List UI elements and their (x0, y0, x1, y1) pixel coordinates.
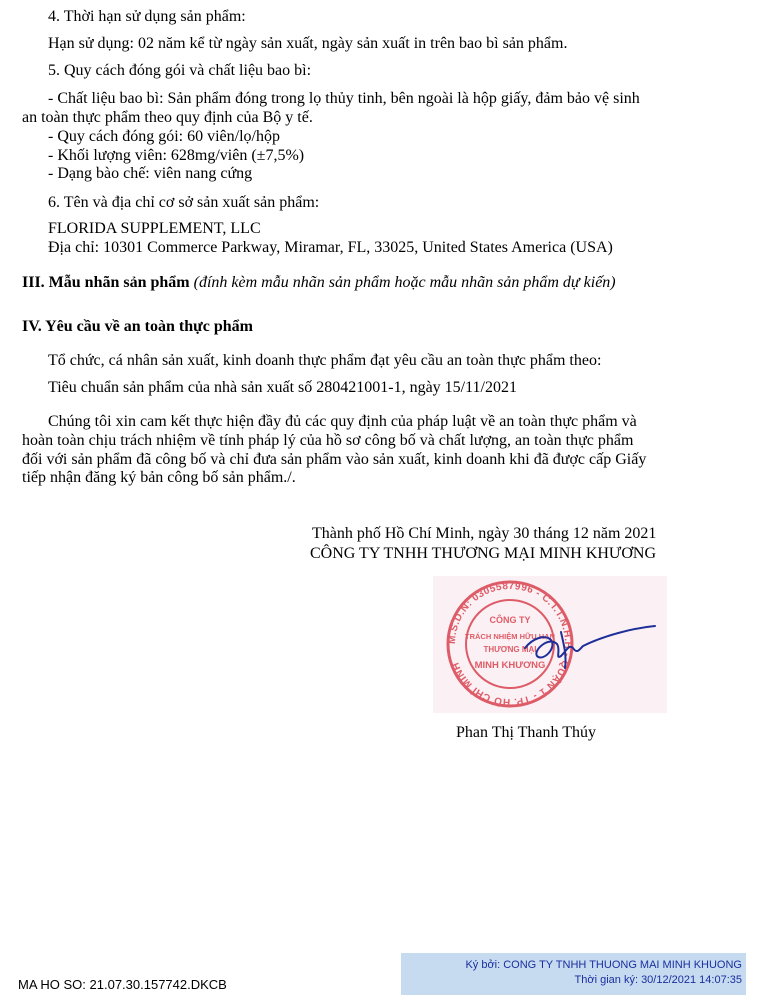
section-6-heading: 6. Tên và địa chỉ cơ sở sản xuất sản phẩm: (48, 194, 320, 211)
stamp-outer-text: M.S.D.N: 0305587996 - C.T.T.N.H.H - QUẬN 1 - TP. HỒ CHÍ MINH (446, 580, 574, 708)
section-iv-line-2: Tiêu chuẩn sản phẩm của nhà sản xuất số 280421001-1, ngày 15/11/2021 (48, 379, 517, 396)
section-3-heading: III. Mẫu nhãn sản phẩm (22, 274, 190, 291)
signer-name: Phan Thị Thanh Thúy (456, 724, 596, 741)
commitment-line-3: đối với sản phẩm đã công bố và chỉ đưa sản phẩm vào sản xuất, kinh doanh khi đã được cấp Giấy (22, 451, 647, 468)
stamp-inner-line-1: CÔNG TY (489, 615, 531, 625)
section-5-line-1: - Chất liệu bao bì: Sản phẩm đóng trong lọ thủy tinh, bên ngoài là hộp giấy, đảm bảo vệ sinh (48, 90, 640, 107)
section-5-heading: 5. Quy cách đóng gói và chất liệu bao bì: (48, 62, 312, 79)
manufacturer-name: FLORIDA SUPPLEMENT, LLC (48, 220, 261, 237)
commitment-line-4: tiếp nhận đăng ký bản công bố sản phẩm./. (22, 469, 296, 486)
stamp-inner-line-2: TRÁCH NHIỆM HỮU HẠN (465, 632, 555, 641)
digital-signature-box (401, 953, 746, 995)
section-4-heading: 4. Thời hạn sử dụng sản phẩm: (48, 8, 246, 25)
stamp-signature-image (433, 576, 667, 713)
stamp-inner-line-4: MINH KHƯƠNG (474, 660, 546, 671)
section-iv-heading: IV. Yêu cầu về an toàn thực phẩm (22, 318, 253, 335)
section-4-text: Hạn sử dụng: 02 năm kể từ ngày sản xuất, ngày sản xuất in trên bao bì sản phẩm. (48, 35, 568, 52)
signed-time: Thời gian ký: 30/12/2021 14:07:35 (574, 974, 742, 986)
record-code: MA HO SO: 21.07.30.157742.DKCB (18, 977, 227, 992)
section-iv-line-1: Tổ chức, cá nhân sản xuất, kinh doanh thực phẩm đạt yêu cầu an toàn thực phẩm theo: (48, 352, 602, 369)
section-5-line-5: - Dạng bào chế: viên nang cứng (48, 165, 253, 182)
manufacturer-address: Địa chỉ: 10301 Commerce Parkway, Miramar, FL, 33025, United States America (USA) (48, 239, 613, 256)
section-5-line-2: an toàn thực phẩm theo quy định của Bộ y tế. (22, 109, 313, 126)
section-3-note: (đính kèm mẫu nhãn sản phẩm hoặc mẫu nhãn sản phẩm dự kiến) (193, 274, 616, 291)
commitment-line-1: Chúng tôi xin cam kết thực hiện đầy đủ các quy định của pháp luật về an toàn thực phẩm và (48, 413, 637, 430)
commitment-line-2: hoàn toàn chịu trách nhiệm về tính pháp lý của hồ sơ công bố và chất lượng, an toàn thực phẩm (22, 432, 634, 449)
company-name: CÔNG TY TNHH THƯƠNG MẠI MINH KHƯƠNG (310, 545, 657, 562)
section-3-line (22, 274, 616, 292)
signed-by: Ký bởi: CONG TY TNHH THUONG MAI MINH KHUONG (465, 959, 742, 971)
section-5-line-3: - Quy cách đóng gói: 60 viên/lọ/hộp (48, 128, 280, 145)
company-seal-icon (433, 576, 667, 713)
stamp-inner-line-3: THƯƠNG MẠI (483, 645, 537, 654)
section-5-line-4: - Khối lượng viên: 628mg/viên (±7,5%) (48, 147, 305, 164)
place-date: Thành phố Hồ Chí Minh, ngày 30 tháng 12 năm 2021 (312, 525, 657, 542)
